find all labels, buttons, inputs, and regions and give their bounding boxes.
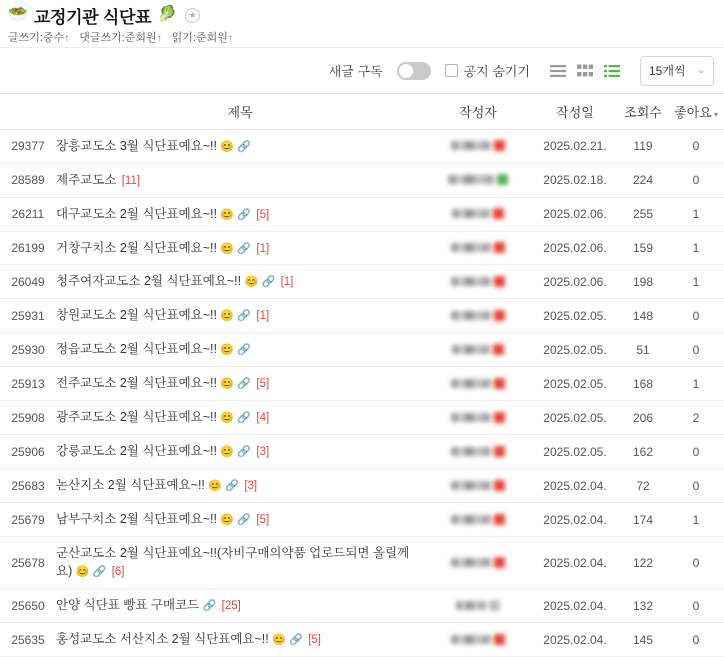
- comment-count[interactable]: [3]: [244, 480, 258, 493]
- row-date: 2025.02.06.: [532, 231, 618, 265]
- post-title-link[interactable]: 정읍교도소 2월 식단표예요~!!: [56, 342, 217, 357]
- table-row[interactable]: [0, 163, 724, 197]
- author-level-badge: [494, 480, 505, 491]
- permission-comment-arrow-icon: ↑: [156, 32, 162, 44]
- author-name-bar: [452, 345, 490, 354]
- table-header-row: [0, 94, 724, 130]
- author-level-badge: [494, 634, 505, 645]
- comment-count[interactable]: [11]: [121, 174, 141, 187]
- row-date: 2025.02.05.: [532, 333, 618, 367]
- author-level-badge: [494, 378, 505, 389]
- attachment-icon: 🔗: [237, 141, 252, 153]
- board-header: [0, 0, 724, 26]
- author-name-bar: [448, 175, 494, 184]
- author-name-masked: [451, 412, 505, 423]
- row-number: 25908: [0, 401, 56, 435]
- row-date: 2025.02.05.: [532, 435, 618, 469]
- row-number: 25635: [0, 623, 56, 657]
- row-date: 2025.02.06.: [532, 265, 618, 299]
- table-row[interactable]: [0, 197, 724, 231]
- author-level-badge: [494, 412, 505, 423]
- row-author-cell[interactable]: [424, 589, 532, 623]
- post-title-link[interactable]: 창원교도소 2월 식단표예요~!!: [56, 308, 217, 323]
- row-views: 255: [618, 197, 668, 231]
- comment-count[interactable]: [3]: [256, 446, 270, 459]
- author-name-bar: [451, 277, 491, 286]
- row-date: 2025.02.05.: [532, 299, 618, 333]
- table-row[interactable]: [0, 265, 724, 299]
- row-title-cell[interactable]: [56, 536, 424, 588]
- row-likes: 0: [668, 589, 724, 623]
- author-level-badge: [494, 140, 505, 151]
- author-level-badge: [494, 557, 505, 568]
- row-number: 25930: [0, 333, 56, 367]
- smiley-icon: 😊: [220, 208, 235, 221]
- row-number: 29377: [0, 130, 56, 164]
- table-row[interactable]: [0, 503, 724, 537]
- row-author-cell[interactable]: [424, 130, 532, 164]
- author-name-bar: [451, 243, 491, 252]
- comment-count[interactable]: [1]: [256, 310, 270, 323]
- attachment-icon: 🔗: [261, 276, 276, 289]
- author-level-badge: [493, 344, 504, 355]
- col-number: [0, 94, 56, 130]
- table-row[interactable]: [0, 367, 724, 401]
- row-views: 174: [618, 503, 668, 537]
- table-row[interactable]: [0, 469, 724, 503]
- smiley-icon: 😊: [220, 242, 235, 255]
- post-title-link[interactable]: 강릉교도소 2월 식단표예요~!!: [56, 444, 217, 459]
- post-title-link[interactable]: 청주여자교도소 2월 식단표예요~!!: [56, 274, 242, 289]
- row-date: 2025.02.18.: [532, 163, 618, 197]
- leafy-green-icon: 🥬: [157, 6, 178, 23]
- row-views: 119: [618, 130, 668, 164]
- smiley-icon: 😊: [220, 446, 235, 459]
- row-date: 2025.02.05.: [532, 401, 618, 435]
- comment-count[interactable]: [5]: [256, 378, 270, 391]
- row-author-cell[interactable]: [424, 299, 532, 333]
- permission-read-label: 읽기:준회원: [171, 31, 228, 44]
- row-title-cell[interactable]: [56, 469, 424, 503]
- attachment-icon: 🔗: [92, 566, 107, 579]
- row-likes: 1: [668, 367, 724, 401]
- post-list-body: [0, 130, 724, 657]
- row-author-cell[interactable]: [424, 333, 532, 367]
- row-likes: 2: [668, 401, 724, 435]
- permission-comment-label: 댓글쓰기:준회원: [79, 31, 157, 44]
- post-title-link[interactable]: 광주교도소 2월 식단표예요~!!: [56, 410, 217, 425]
- row-date: 2025.02.04.: [532, 623, 618, 657]
- post-title-link[interactable]: 안양 식단표 빵표 구매코드: [56, 598, 200, 613]
- row-title-cell[interactable]: [56, 623, 424, 657]
- smiley-icon: 😊: [220, 141, 235, 153]
- sort-caret-icon: ▾: [713, 110, 718, 119]
- salad-icon: 🥗: [8, 6, 28, 23]
- attachment-icon: 🔗: [237, 310, 252, 323]
- smiley-icon: 😊: [244, 276, 259, 289]
- star-badge-icon: ★: [185, 8, 200, 23]
- row-date: 2025.02.05.: [532, 367, 618, 401]
- row-title-cell[interactable]: [56, 231, 424, 265]
- author-name-bar: [451, 447, 491, 456]
- attachment-icon: 🔗: [289, 634, 303, 647]
- table-row[interactable]: [0, 401, 724, 435]
- author-name-masked: [451, 557, 505, 568]
- author-name-masked: [451, 276, 505, 287]
- row-number: 26049: [0, 265, 56, 299]
- row-likes: 1: [668, 503, 724, 537]
- row-title-cell[interactable]: [56, 130, 424, 164]
- row-number: 26211: [0, 197, 56, 231]
- post-title-link[interactable]: 대구교도소 2월 식단표예요~!!: [56, 206, 217, 221]
- row-views: 132: [618, 589, 668, 623]
- comment-count[interactable]: [6]: [111, 566, 125, 579]
- page-title: 교정기관 식단표: [33, 7, 152, 27]
- post-title-link[interactable]: 전주교도소 2월 식단표예요~!!: [56, 376, 217, 391]
- notice-hide-checkbox[interactable]: [445, 64, 458, 77]
- row-likes: 0: [668, 333, 724, 367]
- row-author-cell[interactable]: [424, 536, 532, 588]
- smiley-icon: 😊: [220, 514, 235, 527]
- row-number: 25683: [0, 469, 56, 503]
- author-name-masked: [451, 310, 505, 321]
- post-list-table: [0, 94, 724, 657]
- post-title-link[interactable]: 논산지소 2월 식단표예요~!!: [56, 478, 205, 493]
- row-views: 198: [618, 265, 668, 299]
- grid-view-icon[interactable]: [577, 64, 593, 78]
- row-author-cell[interactable]: [424, 435, 532, 469]
- comment-count[interactable]: [5]: [256, 208, 270, 221]
- attachment-icon: 🔗: [237, 344, 252, 357]
- row-number: 26199: [0, 231, 56, 265]
- row-author-cell[interactable]: [424, 469, 532, 503]
- post-title-link[interactable]: 홍성교도소 서산지소 2월 식단표예요~!!: [56, 632, 269, 647]
- smiley-icon: 😊: [220, 344, 235, 357]
- row-likes: 1: [668, 265, 724, 299]
- comment-count[interactable]: [5]: [308, 634, 321, 647]
- row-likes: 0: [668, 469, 724, 503]
- row-title-cell[interactable]: [56, 435, 424, 469]
- table-row[interactable]: [0, 299, 724, 333]
- row-title-cell[interactable]: [56, 401, 424, 435]
- table-row[interactable]: [0, 589, 724, 623]
- notice-hide-control[interactable]: [445, 61, 530, 80]
- author-name-masked: [451, 242, 505, 253]
- permission-read-arrow-icon: ↑: [227, 32, 233, 44]
- row-number: 25906: [0, 435, 56, 469]
- author-name-bar: [451, 141, 491, 150]
- permission-read: [172, 29, 233, 45]
- row-date: 2025.02.04.: [532, 503, 618, 537]
- comment-count[interactable]: [25]: [221, 600, 241, 613]
- subscribe-label: 새글 구독: [328, 64, 383, 79]
- subscribe-toggle-knob: [399, 64, 413, 78]
- row-author-cell[interactable]: [424, 231, 532, 265]
- col-likes[interactable]: [668, 94, 724, 130]
- author-name-bar: [451, 311, 491, 320]
- row-views: 72: [618, 469, 668, 503]
- page-size-value: 15개씩: [649, 64, 686, 78]
- table-row[interactable]: [0, 333, 724, 367]
- comment-count[interactable]: [1]: [280, 276, 294, 289]
- permission-strip: [0, 26, 724, 48]
- smiley-icon: 😊: [75, 566, 90, 579]
- author-name-bar: [451, 481, 491, 490]
- comment-count[interactable]: [4]: [256, 412, 270, 425]
- row-views: 224: [618, 163, 668, 197]
- author-level-badge: [489, 600, 500, 611]
- author-name-bar: [456, 601, 486, 610]
- table-row[interactable]: [0, 130, 724, 164]
- post-title-link[interactable]: 장흥교도소 3월 식단표예요~!!: [56, 139, 217, 153]
- row-title-cell[interactable]: [56, 589, 424, 623]
- author-name-masked: [451, 378, 505, 389]
- post-title-link[interactable]: 거창구치소 2월 식단표예요~!!: [56, 240, 217, 255]
- author-name-masked: [456, 600, 500, 611]
- author-name-masked: [451, 446, 505, 457]
- author-name-masked: [448, 174, 508, 185]
- post-title-link[interactable]: 군산교도소 2월 식단표예요~!!(자비구매의약품 업로드되면 올릴께요): [56, 545, 410, 579]
- author-level-badge: [497, 174, 508, 185]
- notice-hide-label: 공지 숨기기: [463, 64, 530, 79]
- row-author-cell[interactable]: [424, 367, 532, 401]
- row-title-cell[interactable]: [56, 367, 424, 401]
- attachment-icon: 🔗: [237, 412, 252, 425]
- author-level-badge: [494, 514, 505, 525]
- row-number: 25913: [0, 367, 56, 401]
- row-title-cell[interactable]: [56, 163, 424, 197]
- row-likes: 0: [668, 163, 724, 197]
- col-author[interactable]: 작성자: [424, 94, 532, 130]
- comment-count[interactable]: [1]: [256, 242, 270, 255]
- row-likes: 0: [668, 623, 724, 657]
- row-title-cell[interactable]: [56, 197, 424, 231]
- table-row[interactable]: [0, 435, 724, 469]
- row-number: 25931: [0, 299, 56, 333]
- row-title-cell[interactable]: [56, 333, 424, 367]
- smiley-icon: 😊: [220, 310, 235, 323]
- row-date: 2025.02.06.: [532, 197, 618, 231]
- col-date[interactable]: 작성일: [532, 94, 618, 130]
- row-likes: 0: [668, 536, 724, 588]
- author-name-masked: [452, 344, 504, 355]
- board-toolbar: [0, 48, 724, 94]
- row-date: 2025.02.04.: [532, 469, 618, 503]
- author-level-badge: [494, 446, 505, 457]
- author-name-masked: [451, 480, 505, 491]
- author-level-badge: [494, 276, 505, 287]
- row-date: 2025.02.21.: [532, 130, 618, 164]
- attachment-icon: 🔗: [202, 600, 217, 613]
- subscribe-toggle[interactable]: [397, 62, 431, 80]
- row-number: 28589: [0, 163, 56, 197]
- col-title[interactable]: 제목: [56, 94, 424, 130]
- author-level-badge: [494, 310, 505, 321]
- chevron-down-icon: ⌄: [697, 65, 705, 75]
- attachment-icon: 🔗: [237, 242, 252, 255]
- smiley-icon: 😊: [208, 480, 222, 493]
- row-views: 206: [618, 401, 668, 435]
- row-views: 122: [618, 536, 668, 588]
- row-author-cell[interactable]: [424, 623, 532, 657]
- attachment-icon: 🔗: [237, 514, 252, 527]
- row-views: 148: [618, 299, 668, 333]
- row-views: 159: [618, 231, 668, 265]
- row-likes: 0: [668, 130, 724, 164]
- row-number: 25678: [0, 536, 56, 588]
- row-number: 25679: [0, 503, 56, 537]
- smiley-icon: 😊: [220, 412, 235, 425]
- row-date: 2025.02.04.: [532, 536, 618, 588]
- attachment-icon: 🔗: [237, 446, 252, 459]
- post-title-link[interactable]: 남부구치소 2월 식단표예요~!!: [56, 512, 217, 527]
- row-likes: 0: [668, 435, 724, 469]
- author-name-bar: [451, 379, 491, 388]
- row-title-cell[interactable]: [56, 265, 424, 299]
- author-name-masked: [451, 634, 505, 645]
- author-name-bar: [451, 635, 491, 644]
- list-view-icon[interactable]: [550, 64, 566, 78]
- author-name-bar: [451, 413, 491, 422]
- card-view-icon[interactable]: [604, 64, 620, 78]
- author-level-badge: [493, 208, 504, 219]
- col-views[interactable]: 조회수: [618, 94, 668, 130]
- author-name-masked: [451, 140, 505, 151]
- post-title-link[interactable]: 제주교도소: [56, 172, 117, 187]
- page-size-select[interactable]: [640, 56, 714, 86]
- author-name-bar: [451, 558, 491, 567]
- row-likes: 0: [668, 299, 724, 333]
- comment-count[interactable]: [5]: [256, 514, 270, 527]
- table-row[interactable]: [0, 536, 724, 588]
- smiley-icon: 😊: [220, 378, 235, 391]
- author-name-bar: [452, 209, 490, 218]
- author-name-masked: [451, 514, 505, 525]
- col-likes-label: 좋아요: [674, 105, 712, 120]
- author-name-bar: [451, 515, 491, 524]
- row-author-cell[interactable]: [424, 197, 532, 231]
- row-author-cell[interactable]: [424, 163, 532, 197]
- author-name-masked: [452, 208, 504, 219]
- row-author-cell[interactable]: [424, 503, 532, 537]
- row-likes: 1: [668, 197, 724, 231]
- attachment-icon: 🔗: [237, 378, 252, 391]
- row-number: 25650: [0, 589, 56, 623]
- row-title-cell[interactable]: [56, 299, 424, 333]
- table-row[interactable]: [0, 231, 724, 265]
- row-views: 51: [618, 333, 668, 367]
- row-views: 162: [618, 435, 668, 469]
- row-date: 2025.02.04.: [532, 589, 618, 623]
- smiley-icon: 😊: [272, 634, 286, 647]
- author-level-badge: [494, 242, 505, 253]
- row-author-cell[interactable]: [424, 265, 532, 299]
- row-views: 168: [618, 367, 668, 401]
- permission-comment: [79, 29, 161, 45]
- attachment-icon: 🔗: [225, 480, 239, 493]
- row-likes: 1: [668, 231, 724, 265]
- table-row[interactable]: [0, 623, 724, 657]
- permission-write-label: 글쓰기:중수: [8, 31, 65, 44]
- attachment-icon: 🔗: [237, 208, 252, 221]
- permission-write-arrow-icon: ↑: [64, 32, 70, 44]
- row-title-cell[interactable]: [56, 503, 424, 537]
- permission-write: [8, 29, 69, 45]
- row-author-cell[interactable]: [424, 401, 532, 435]
- row-views: 145: [618, 623, 668, 657]
- view-mode-group: [550, 64, 620, 78]
